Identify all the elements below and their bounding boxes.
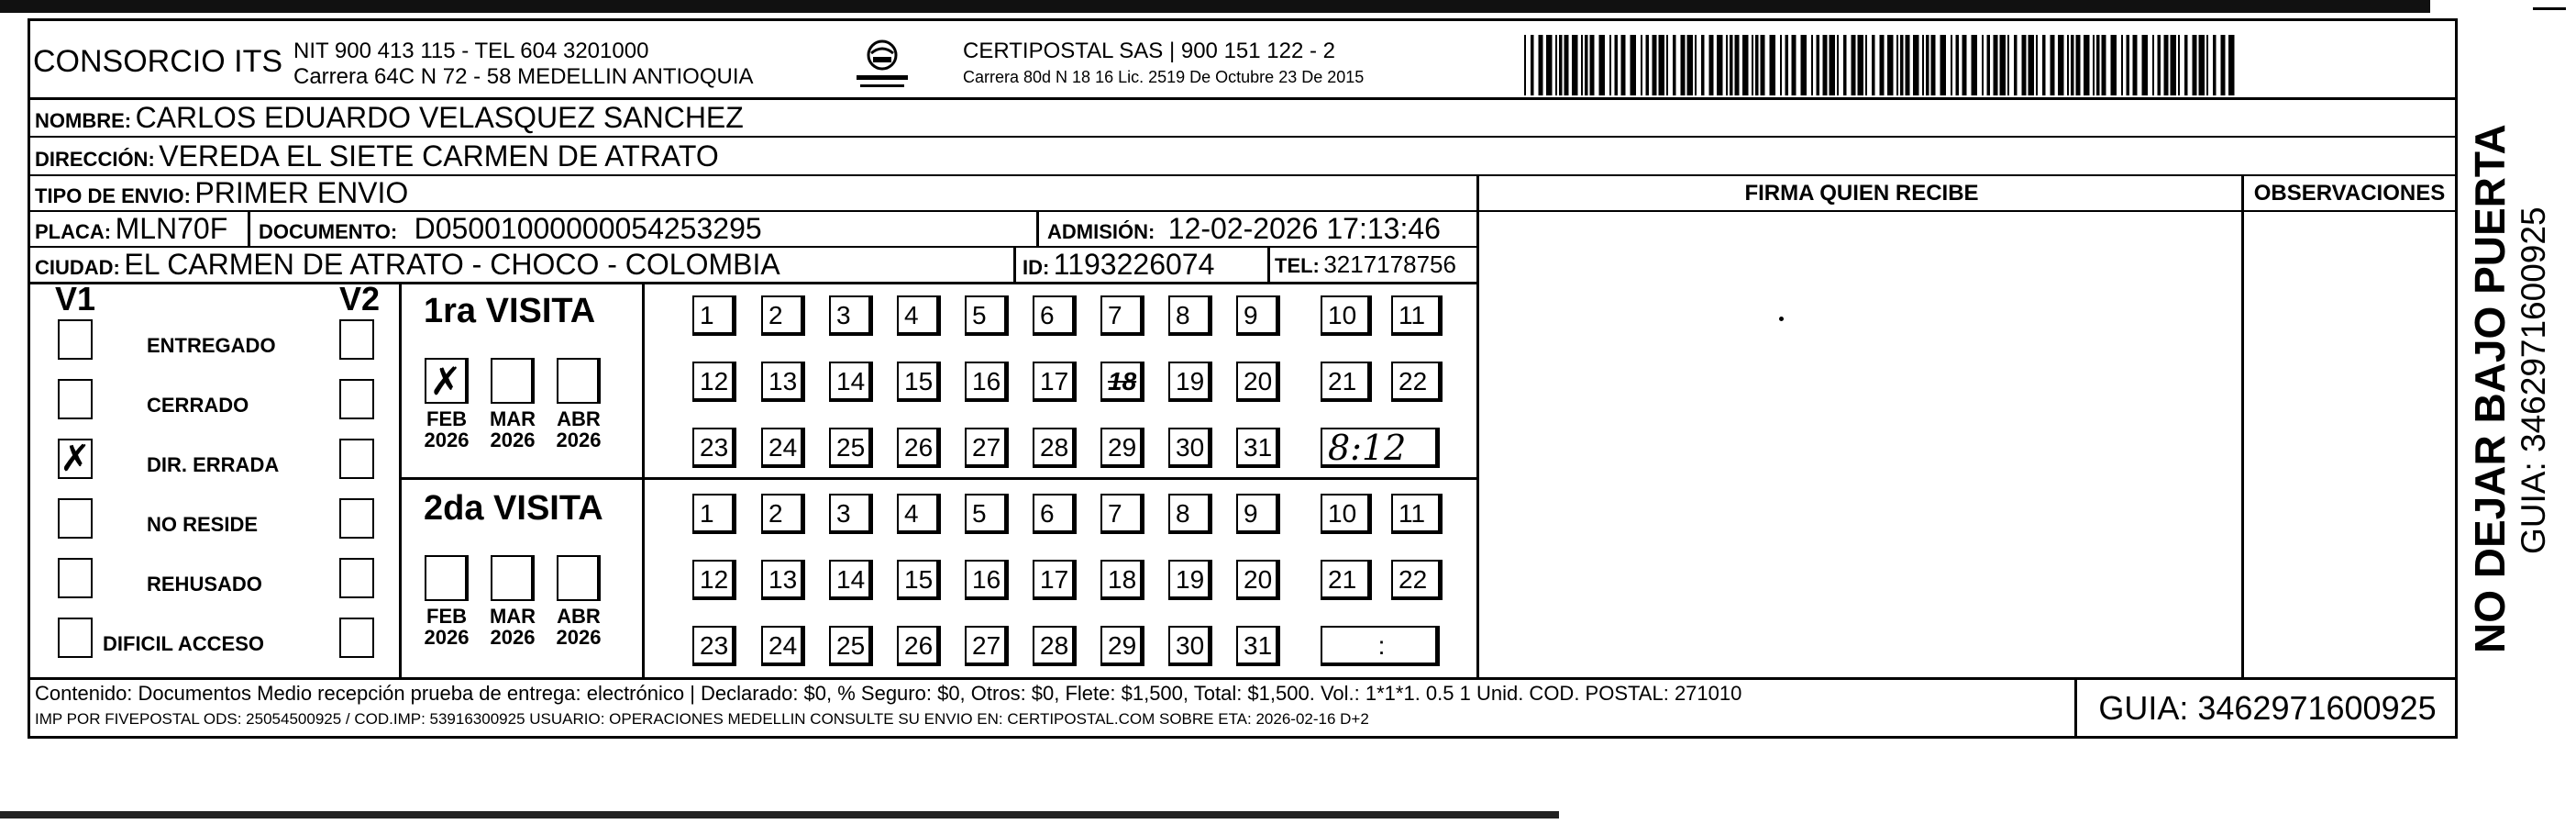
barcode-bar xyxy=(1926,35,1929,95)
firma-label: FIRMA QUIEN RECIBE xyxy=(1744,181,1979,206)
barcode-bar xyxy=(1837,35,1839,95)
day-box: 28 xyxy=(1033,626,1077,666)
day-box: 27 xyxy=(965,626,1009,666)
day-box: 2 xyxy=(761,295,805,336)
scan-mark xyxy=(2533,7,2566,10)
recipient-name: CARLOS EDUARDO VELASQUEZ SANCHEZ xyxy=(135,101,744,134)
day-box: 18 xyxy=(1100,560,1144,600)
barcode-bar xyxy=(1581,35,1583,95)
month-label: ABR xyxy=(557,605,601,628)
month-checkbox xyxy=(557,358,601,404)
barcode-bar xyxy=(1865,35,1867,95)
day-box: 30 xyxy=(1168,428,1212,468)
day-box: 31 xyxy=(1236,428,1280,468)
barcode-bar xyxy=(1681,35,1686,95)
barcode-bar xyxy=(1709,35,1714,95)
status-reason: ENTREGADO xyxy=(147,334,276,357)
barcode-bar xyxy=(1922,35,1924,95)
recipient-address: VEREDA EL SIETE CARMEN DE ATRATO xyxy=(159,139,719,173)
day-box: 15 xyxy=(897,560,941,600)
year-label: 2026 xyxy=(424,429,470,451)
barcode-bar xyxy=(2127,35,2130,95)
barcode-bar xyxy=(1843,35,1847,95)
month-label: MAR xyxy=(489,407,536,430)
barcode-bar xyxy=(1994,35,1998,95)
day-box: 23 xyxy=(692,626,736,666)
barcode-bar xyxy=(2184,35,2188,95)
day-box: 6 xyxy=(1033,494,1077,534)
barcode-bar xyxy=(1817,35,1820,95)
barcode-bar xyxy=(1987,35,1991,95)
barcode-bar xyxy=(1951,35,1952,95)
barcode-bar xyxy=(1687,35,1694,95)
observaciones-label: OBSERVACIONES xyxy=(2253,181,2446,206)
day-box: 26 xyxy=(897,626,941,666)
barcode-bar xyxy=(2102,35,2106,95)
barcode-bar xyxy=(1823,35,1828,95)
day-box: 24 xyxy=(761,626,805,666)
day-box: 31 xyxy=(1236,626,1280,666)
barcode-bar xyxy=(2206,35,2208,95)
day-box: 1 xyxy=(692,494,736,534)
barcode-bar xyxy=(1641,35,1642,95)
day-box: 20 xyxy=(1236,362,1280,402)
day-box: 23 xyxy=(692,428,736,468)
barcode-bar xyxy=(1792,35,1797,95)
plate: MLN70F xyxy=(115,212,228,245)
day-box: 25 xyxy=(829,428,873,468)
company-name: CONSORCIO ITS xyxy=(33,44,283,79)
day-box: 25 xyxy=(829,626,873,666)
day-box: 24 xyxy=(761,428,805,468)
day-box: 5 xyxy=(965,494,1009,534)
barcode-bar xyxy=(2007,35,2009,95)
document-number: D05001000000054253295 xyxy=(414,212,762,245)
month-label: FEB xyxy=(426,407,467,430)
month-label: MAR xyxy=(489,605,536,628)
barcode-bar xyxy=(2221,35,2226,95)
barcode-bar xyxy=(2014,35,2018,95)
barcode-bar xyxy=(2199,35,2206,95)
barcode-bar xyxy=(2067,35,2069,95)
barcode-bar xyxy=(1666,35,1668,95)
day-box: 21 xyxy=(1321,560,1372,600)
v1-checkbox xyxy=(58,558,93,598)
status-reason: CERRADO xyxy=(147,394,249,417)
barcode-bar xyxy=(1726,35,1728,95)
barcode-bar xyxy=(1900,35,1904,95)
barcode-bar xyxy=(1742,35,1749,95)
year-label: 2026 xyxy=(424,626,470,649)
barcode-bar xyxy=(1599,35,1606,95)
id-label: ID: xyxy=(1023,256,1050,279)
barcode-bar xyxy=(1906,35,1910,95)
barcode-bar xyxy=(1940,35,1947,95)
day-box: 7 xyxy=(1100,494,1144,534)
placa-label: PLACA: xyxy=(35,220,112,243)
day-box: 10 xyxy=(1321,295,1372,336)
direccion-label: DIRECCIÓN: xyxy=(35,148,155,171)
year-label: 2026 xyxy=(490,429,536,451)
v2-checkbox xyxy=(339,439,374,479)
barcode-bar xyxy=(2228,35,2235,95)
barcode-bar xyxy=(1786,35,1789,95)
month-checkbox xyxy=(491,555,535,601)
barcode-bar xyxy=(1659,35,1665,95)
year-label: 2026 xyxy=(490,626,536,649)
company-nit: NIT 900 413 115 - TEL 604 3201000 xyxy=(293,39,649,63)
day-box: 19 xyxy=(1168,560,1212,600)
barcode-bar xyxy=(2022,35,2027,95)
barcode-bar xyxy=(2029,35,2035,95)
barcode-bar xyxy=(1770,35,1776,95)
day-box: 19 xyxy=(1168,362,1212,402)
barcode-bar xyxy=(2121,35,2123,95)
v2-checkbox xyxy=(339,498,374,539)
day-box: 8 xyxy=(1168,494,1212,534)
first-visit-time: 8:12 xyxy=(1321,428,1440,468)
carrier-name: CERTIPOSTAL SAS | 900 151 122 - 2 xyxy=(963,39,1335,63)
city: EL CARMEN DE ATRATO - CHOCO - COLOMBIA xyxy=(124,248,780,281)
v2-checkbox xyxy=(339,618,374,658)
barcode-bar xyxy=(1609,35,1611,95)
barcode-bar xyxy=(2164,35,2169,95)
day-box: 20 xyxy=(1236,560,1280,600)
month-label: FEB xyxy=(426,605,467,628)
barcode-bar xyxy=(1546,35,1553,95)
month-checkbox: ✗ xyxy=(425,358,469,404)
barcode-bar xyxy=(2133,35,2138,95)
barcode-bar xyxy=(1887,35,1894,95)
admission-date: 12-02-2026 17:13:46 xyxy=(1167,212,1441,245)
month-label: ABR xyxy=(557,407,601,430)
tel-row xyxy=(1275,248,1456,285)
barcode-bar xyxy=(1590,35,1595,95)
second-visit-label: 2da VISITA xyxy=(424,489,603,528)
day-box: 2 xyxy=(761,494,805,534)
day-box: 16 xyxy=(965,362,1009,402)
year-label: 2026 xyxy=(556,429,602,451)
v2-checkbox xyxy=(339,558,374,598)
day-box: 13 xyxy=(761,560,805,600)
guia-box: GUIA: 3462971600925 xyxy=(2098,689,2437,727)
barcode-bar xyxy=(1755,35,1759,95)
carrier-address: Carrera 80d N 18 16 Lic. 2519 De Octubre 23 De 2015 xyxy=(963,68,1365,86)
tel-label: TEL: xyxy=(1275,254,1320,277)
barcode-bar xyxy=(1615,35,1619,95)
barcode-bar xyxy=(1701,35,1705,95)
status-reason: DIFICIL ACCESO xyxy=(103,632,265,655)
month-checkbox xyxy=(557,555,601,601)
day-box: 21 xyxy=(1321,362,1372,402)
status-reason: DIR. ERRADA xyxy=(147,453,280,476)
barcode-bar xyxy=(2036,35,2038,95)
day-box: 8 xyxy=(1168,295,1212,336)
barcode-bar xyxy=(1830,35,1836,95)
day-box: 14 xyxy=(829,560,873,600)
day-box: 10 xyxy=(1321,494,1372,534)
barcode-bar xyxy=(1761,35,1765,95)
shipment-type: PRIMER ENVIO xyxy=(194,176,409,209)
barcode-bar xyxy=(1673,35,1676,95)
first-visit-label: 1ra VISITA xyxy=(424,292,596,330)
month-checkbox xyxy=(425,555,469,601)
tel-number: 3217178756 xyxy=(1323,251,1456,278)
no-dejar-bajo-puerta: NO DEJAR BAJO PUERTA xyxy=(2466,124,2514,653)
barcode-bar xyxy=(1572,35,1578,95)
barcode-bar xyxy=(2058,35,2064,95)
certipostal-logo xyxy=(853,35,912,94)
v1-checkbox xyxy=(58,379,93,419)
day-box: 4 xyxy=(897,494,941,534)
day-box: 11 xyxy=(1391,494,1443,534)
day-box: 5 xyxy=(965,295,1009,336)
day-box: 18 xyxy=(1100,362,1144,402)
v1-label: V1 xyxy=(55,280,96,317)
day-box: 4 xyxy=(897,295,941,336)
day-box: 22 xyxy=(1391,362,1443,402)
barcode-bar xyxy=(1880,35,1885,95)
barcode-bar xyxy=(1780,35,1782,95)
day-box: 28 xyxy=(1033,428,1077,468)
barcode-bar xyxy=(1524,35,1526,95)
barcode-bar xyxy=(2152,35,2154,95)
barcode-bar xyxy=(1559,35,1563,95)
barcode-bar xyxy=(2042,35,2046,95)
v1-checkbox: ✗ xyxy=(58,439,93,479)
signature-dot xyxy=(1779,317,1784,321)
barcode-bar xyxy=(1801,35,1808,95)
day-box: 3 xyxy=(829,494,873,534)
barcode-bar xyxy=(1717,35,1723,95)
barcode-bar xyxy=(2076,35,2081,95)
day-box: 9 xyxy=(1236,295,1280,336)
barcode-bar xyxy=(1872,35,1875,95)
barcode-bar xyxy=(1735,35,1740,95)
barcode-bar xyxy=(2111,35,2117,95)
barcode-bar xyxy=(1956,35,1960,95)
day-box: 12 xyxy=(692,362,736,402)
day-box: 1 xyxy=(692,295,736,336)
day-box: 16 xyxy=(965,560,1009,600)
second-visit-time: : xyxy=(1321,626,1440,666)
barcode-bar xyxy=(1730,35,1733,95)
day-box: 11 xyxy=(1391,295,1443,336)
scan-bottom-edge xyxy=(0,811,1559,818)
v1-checkbox xyxy=(58,618,93,658)
nombre-label: NOMBRE: xyxy=(35,109,132,132)
day-box: 17 xyxy=(1033,362,1077,402)
barcode-bar xyxy=(2084,35,2090,95)
day-box: 14 xyxy=(829,362,873,402)
day-box: 7 xyxy=(1100,295,1144,336)
barcode-bar xyxy=(2142,35,2149,95)
barcode-bar xyxy=(1555,35,1557,95)
barcode-bar xyxy=(1585,35,1588,95)
day-box: 22 xyxy=(1391,560,1443,600)
barcode-bar xyxy=(1852,35,1856,95)
barcode-bar xyxy=(1811,35,1813,95)
barcode-bar xyxy=(2093,35,2095,95)
v2-checkbox xyxy=(339,379,374,419)
barcode-bar xyxy=(2193,35,2197,95)
barcode-bar xyxy=(1896,35,1898,95)
day-box: 9 xyxy=(1236,494,1280,534)
barcode-bar xyxy=(1972,35,1978,95)
company-address: Carrera 64C N 72 - 58 MEDELLIN ANTIOQUIA xyxy=(293,64,754,89)
barcode-bar xyxy=(2096,35,2100,95)
barcode-bar xyxy=(2071,35,2074,95)
day-box: 17 xyxy=(1033,560,1077,600)
footer-print-info: IMP POR FIVEPOSTAL ODS: 25054500925 / COD.IMP: 53916300925 USUARIO: OPERACIONES MEDELLIN CONSULTE SU ENVIO EN: CERTIPOSTAL.COM SOBRE ETA: 2026-02-16 D+2 xyxy=(35,710,1369,728)
id-number: 1193226074 xyxy=(1053,248,1215,281)
barcode-bar xyxy=(1982,35,1984,95)
documento-label: DOCUMENTO: xyxy=(259,220,398,243)
v2-label: V2 xyxy=(339,280,381,317)
month-checkbox xyxy=(491,358,535,404)
v2-checkbox xyxy=(339,319,374,360)
day-box: 27 xyxy=(965,428,1009,468)
barcode-bar xyxy=(1564,35,1569,95)
barcode-bar xyxy=(1695,35,1697,95)
barcode-bar xyxy=(1653,35,1657,95)
ciudad-label: CIUDAD: xyxy=(35,256,120,279)
footer-content: Contenido: Documentos Medio recepción prueba de entrega: electrónico | Declarado: $0, % Seguro: $0, Otros: $0, Flete: $1,500, Total: $1,500. Vol.: 1*1*1. 0.5 1 Unid. COD. POSTAL: 271010 xyxy=(35,682,1742,705)
day-box: 15 xyxy=(897,362,941,402)
day-box: 30 xyxy=(1168,626,1212,666)
v1-checkbox xyxy=(58,319,93,360)
day-box: 29 xyxy=(1100,626,1144,666)
barcode-bar xyxy=(1913,35,1919,95)
barcode-bar xyxy=(1931,35,1936,95)
barcode-bar xyxy=(2051,35,2055,95)
barcode-bar xyxy=(1646,35,1650,95)
day-box: 12 xyxy=(692,560,736,600)
day-box: 29 xyxy=(1100,428,1144,468)
barcode-bar xyxy=(2158,35,2161,95)
barcode-bar xyxy=(2213,35,2217,95)
status-reason: NO RESIDE xyxy=(147,513,259,536)
v1-checkbox xyxy=(58,498,93,539)
barcode-bar xyxy=(2171,35,2177,95)
day-box: 6 xyxy=(1033,295,1077,336)
day-box: 13 xyxy=(761,362,805,402)
barcode-bar xyxy=(1531,35,1534,95)
barcode-bar xyxy=(1631,35,1637,95)
barcode-bar xyxy=(1621,35,1626,95)
day-box: 3 xyxy=(829,295,873,336)
scan-top-edge xyxy=(0,0,2430,13)
tipo-label: TIPO DE ENVIO: xyxy=(35,184,191,207)
day-box: 26 xyxy=(897,428,941,468)
barcode xyxy=(1522,35,2247,95)
barcode-bar xyxy=(1962,35,1967,95)
barcode-bar xyxy=(2000,35,2007,95)
status-reason: REHUSADO xyxy=(147,573,262,596)
barcode-bar xyxy=(1858,35,1864,95)
barcode-bar xyxy=(1752,35,1753,95)
admision-label: ADMISIÓN: xyxy=(1047,220,1155,243)
barcode-bar xyxy=(2178,35,2180,95)
barcode-bar xyxy=(1539,35,1543,95)
side-guia: GUIA: 3462971600925 xyxy=(2515,206,2552,554)
year-label: 2026 xyxy=(556,626,602,649)
